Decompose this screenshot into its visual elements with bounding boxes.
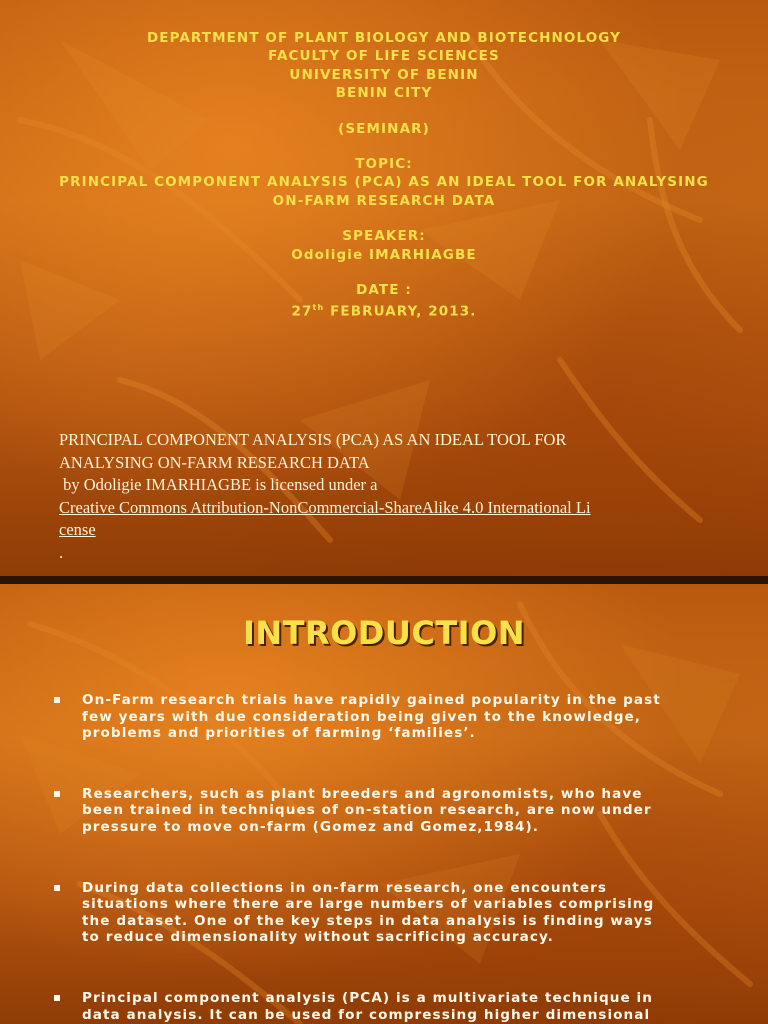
date-rest: FEBRUARY, 2013. (324, 303, 477, 320)
license-notice (59, 429, 699, 564)
license-by-line: by Odoligie IMARHIAGBE is licensed under a (59, 475, 378, 494)
introduction-slide (0, 584, 768, 1024)
bullet-square-icon (54, 995, 60, 1001)
bullet-3-line-4: to reduce dimensionality without sacrificing accuracy. (82, 929, 554, 946)
bullet-1-line-3: problems and priorities of farming ‘families’. (82, 725, 476, 742)
bullet-1-line-1: On-Farm research trials have rapidly gained popularity in the past (82, 692, 661, 708)
speaker-name: Odoligie IMARHIAGBE (291, 246, 477, 263)
date-suffix: th (312, 303, 325, 313)
list-item (52, 786, 702, 836)
speaker-label: SPEAKER: (342, 228, 426, 245)
city-line: BENIN CITY (335, 85, 433, 102)
seminar-label: (SEMINAR) (338, 120, 430, 137)
license-link-line-2[interactable]: cense (59, 520, 96, 539)
date-value (0, 299, 768, 321)
bullet-square-icon (54, 885, 60, 891)
bullet-2-line-3: pressure to move on-farm (Gomez and Gomez,1984). (82, 818, 540, 835)
faculty-line: FACULTY OF LIFE SCIENCES (268, 48, 500, 65)
bullet-square-icon (54, 791, 60, 797)
department-header (0, 29, 768, 321)
date-day: 27 (291, 303, 313, 320)
bullet-3-line-3: the dataset. One of the key steps in data analysis is finding ways (82, 912, 653, 929)
bullet-4-line-2: data analysis. It can be used for compressing higher dimensional (82, 1006, 651, 1023)
list-item (52, 880, 702, 946)
bullet-1-line-2: few years with due consideration being given to the knowledge, (82, 708, 642, 725)
license-title-line-2: ANALYSING ON-FARM RESEARCH DATA (59, 452, 370, 472)
license-title-line-1: PRINCIPAL COMPONENT ANALYSIS (PCA) AS AN IDEAL TOOL FOR (59, 430, 567, 449)
bullet-3-line-1: During data collections in on-farm research, one encounters (82, 879, 608, 896)
license-link-line-1[interactable]: Creative Commons Attribution-NonCommercial-ShareAlike 4.0 International Li (59, 497, 591, 517)
introduction-bullet-list (52, 692, 702, 1024)
date-label: DATE : (356, 282, 412, 299)
list-item (52, 692, 702, 742)
license-end: . (59, 542, 64, 562)
slide-divider (0, 576, 768, 584)
topic-line-1: PRINCIPAL COMPONENT ANALYSIS (PCA) AS AN IDEAL TOOL FOR ANALYSING (59, 174, 709, 191)
bullet-square-icon (54, 697, 60, 703)
list-item (52, 990, 702, 1023)
topic-label: TOPIC: (355, 156, 413, 173)
bullet-2-line-1: Researchers, such as plant breeders and agronomists, who have (82, 785, 643, 802)
bullet-3-line-2: situations where there are large numbers of variables comprising (82, 896, 655, 913)
university-line: UNIVERSITY OF BENIN (289, 66, 479, 83)
introduction-title: INTRODUCTION (242, 614, 526, 652)
bullet-4-line-1: Principal component analysis (PCA) is a multivariate technique in (82, 989, 653, 1006)
bullet-2-line-2: been trained in techniques of on-station research, are now under (82, 802, 652, 819)
department-line: DEPARTMENT OF PLANT BIOLOGY AND BIOTECHNOLOGY (146, 30, 622, 46)
topic-line-2: ON-FARM RESEARCH DATA (272, 192, 496, 209)
